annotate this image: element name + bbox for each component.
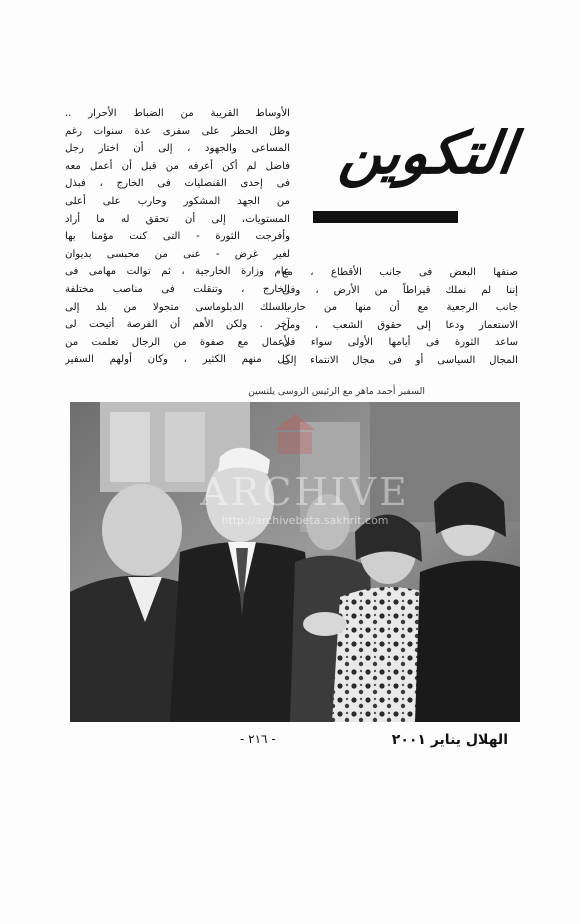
photo-caption: السفير أحمد ماهر مع الرئيس الروسى يلتسين: [248, 386, 425, 397]
left-column-line: فى إحدى القنصليات فى الخارج ، فبذل: [65, 178, 290, 190]
text-column-left: [65, 105, 290, 369]
text-column-right: [282, 264, 518, 370]
watermark-title: ARCHIVE: [200, 470, 410, 514]
article-photo: [70, 402, 520, 722]
left-column-line: لغير غرض - عنى من محبسى بديوان: [65, 248, 290, 260]
left-column-line: الأوساط القريبة من الضباط الأحرار ..: [65, 108, 290, 119]
right-column-line: ساعد الثورة فى أيامها الأولى سواء فى: [282, 337, 518, 349]
left-column-line: عام وزارة الخارجية ، ثم توالت مهامى فى: [65, 266, 290, 278]
left-column-line: من الجهد المشكور وحارب على أعلى: [65, 195, 290, 207]
left-column-line: المستويات، إلى أن تحقق له ما أراد: [65, 213, 290, 225]
title-underline-bar: [313, 211, 458, 223]
left-column-line: آخر . ولكن الأهم أن الفرصة أتيحت لى: [65, 319, 290, 331]
left-column-line: بالسلك الدبلوماسى متجولا من بلد إلى: [65, 301, 290, 313]
right-column-line: صنفها البعض فى جانب الأقطاع ، مع: [282, 267, 518, 278]
left-column-line: فاضل لم أكن أعرفه من قبل أن أعمل معه: [65, 160, 290, 172]
right-column-line: الاستعمار ودعا إلى حقوق الشعب ، ومن: [282, 319, 518, 331]
left-column-line: وظل الحظر على سفرى عدة سنوات رغم: [65, 125, 290, 137]
photo-illustration: [70, 402, 520, 722]
footer-issue: الهلال يناير ٢٠٠١: [391, 732, 508, 748]
right-column-line: إننا لم نملك قيراطاً من الأرض ، وفى: [282, 284, 518, 296]
left-column-line: وأفرجت الثورة - التى كنت مؤمنا بها: [65, 231, 290, 243]
page-number: - ٢١٦ -: [240, 732, 276, 746]
left-column-line: الخارج ، وتنقلت فى مناصب مختلفة: [65, 283, 290, 295]
right-column-line: المجال السياسى أو فى مجال الانتماء إلى: [282, 354, 518, 366]
left-column-line: لأعمال مع صفوة من الرجال تعلمت من: [65, 336, 290, 348]
right-column-line: جانب الرجعية مع أن منها من حارب: [282, 302, 518, 314]
left-column-line: كل منهم الكثير ، وكان أولهم السفير: [65, 354, 290, 366]
article-title: التكوين: [335, 119, 520, 187]
left-column-line: المساعى والجهود ، إلى أن اختار رجل: [65, 143, 290, 155]
watermark-url: http://archivebeta.sakhrit.com: [221, 514, 389, 527]
